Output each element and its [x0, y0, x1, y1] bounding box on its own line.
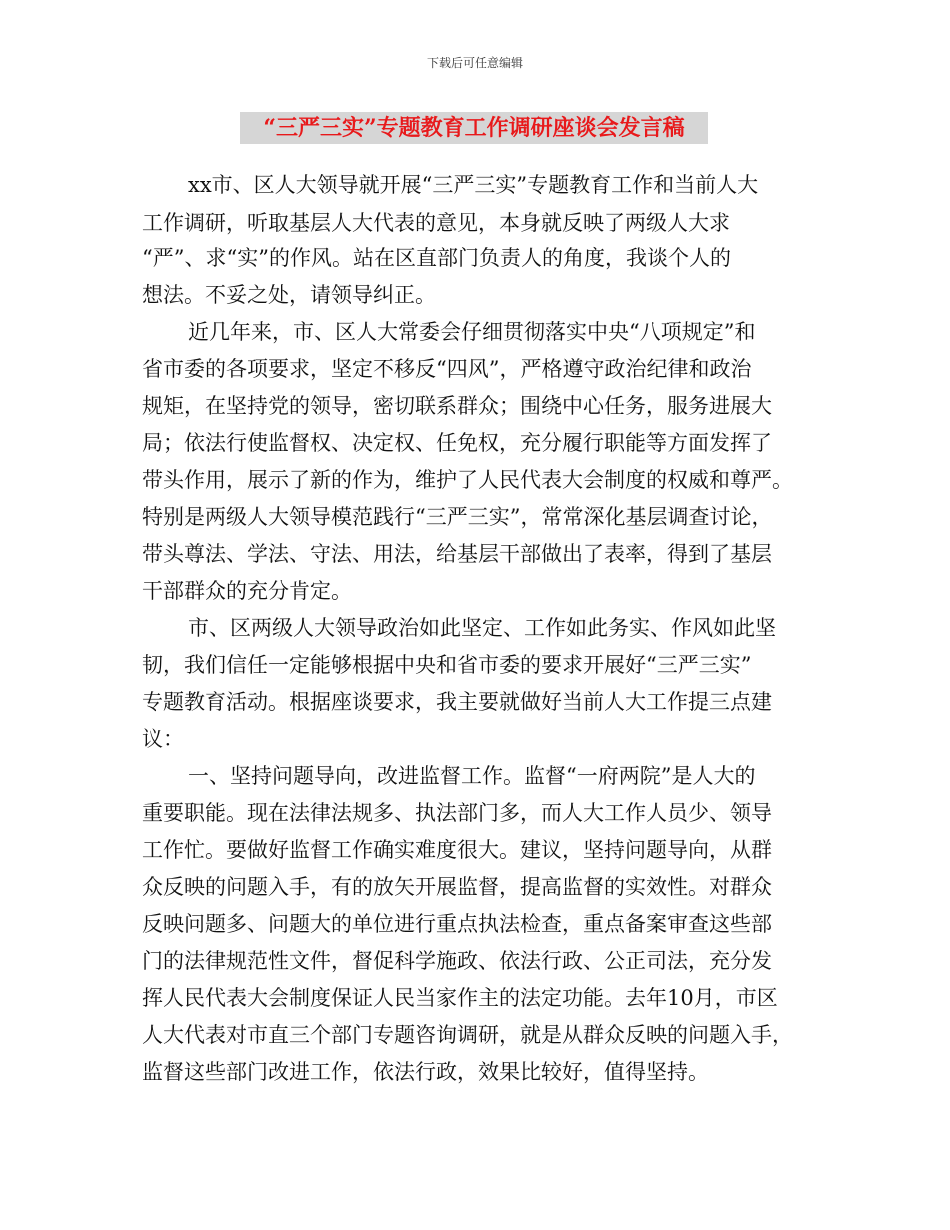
text-line: 工作忙。要做好监督工作确实难度很大。建议，坚持问题导向，从群	[142, 838, 772, 862]
text-line: 带头作用，展示了新的作为，维护了人民代表大会制度的权威和尊严。	[142, 468, 793, 492]
text-line: 议：	[142, 727, 184, 751]
text-line: 省市委的各项要求，坚定不移反“四风”，严格遵守政治纪律和政治	[142, 357, 752, 381]
text-line: 带头尊法、学法、守法、用法，给基层干部做出了表率，得到了基层	[142, 542, 772, 566]
text-line: 反映问题多、问题大的单位进行重点执法检查，重点备案审查这些部	[142, 912, 772, 936]
text-line: 挥人民代表大会制度保证人民当家作主的法定功能。去年10月，市区	[142, 986, 778, 1010]
text-line: 门的法律规范性文件，督促科学施政、依法行政、公正司法，充分发	[142, 949, 772, 973]
text-line: 重要职能。现在法律法规多、执法部门多，而人大工作人员少、领导	[142, 801, 772, 825]
header-note: 下载后可任意编辑	[426, 56, 523, 70]
text-line: 众反映的问题入手，有的放矢开展监督，提高监督的实效性。对群众	[142, 875, 772, 899]
text-line: 专题教育活动。根据座谈要求，我主要就做好当前人大工作提三点建	[142, 690, 772, 714]
text-line: 监督这些部门改进工作，依法行政，效果比较好，值得坚持。	[142, 1060, 709, 1084]
text-line: 工作调研，听取基层人大代表的意见，本身就反映了两级人大求	[142, 211, 730, 235]
text-line: 一、坚持问题导向，改进监督工作。监督“一府两院”是人大的	[188, 764, 756, 788]
text-line: 想法。不妥之处，请领导纠正。	[142, 283, 436, 307]
text-line: 韧，我们信任一定能够根据中央和省市委的要求开展好“三严三实”	[142, 653, 752, 677]
text-line: 特别是两级人大领导模范践行“三严三实”，常常深化基层调查讨论，	[142, 505, 773, 529]
text-line: 干部群众的充分肯定。	[142, 579, 352, 603]
text-line: 近几年来，市、区人大常委会仔细贯彻落实中央“八项规定”和	[188, 320, 756, 344]
text-line: 规矩，在坚持党的领导，密切联系群众；围绕中心任务，服务进展大	[142, 394, 772, 418]
text-line: xx市、区人大领导就开展“三严三实”专题教育工作和当前人大	[188, 173, 759, 197]
text-line: “严”、求“实”的作风。站在区直部门负责人的角度，我谈个人的	[142, 246, 731, 270]
text-line: 人大代表对市直三个部门专题咨询调研，就是从群众反映的问题入手，	[142, 1023, 793, 1047]
text-line: 局；依法行使监督权、决定权、任免权，充分履行职能等方面发挥了	[142, 431, 772, 455]
document-title: “三严三实”专题教育工作调研座谈会发言稿	[240, 112, 708, 144]
text-line: 市、区两级人大领导政治如此坚定、工作如此务实、作风如此坚	[188, 616, 776, 640]
